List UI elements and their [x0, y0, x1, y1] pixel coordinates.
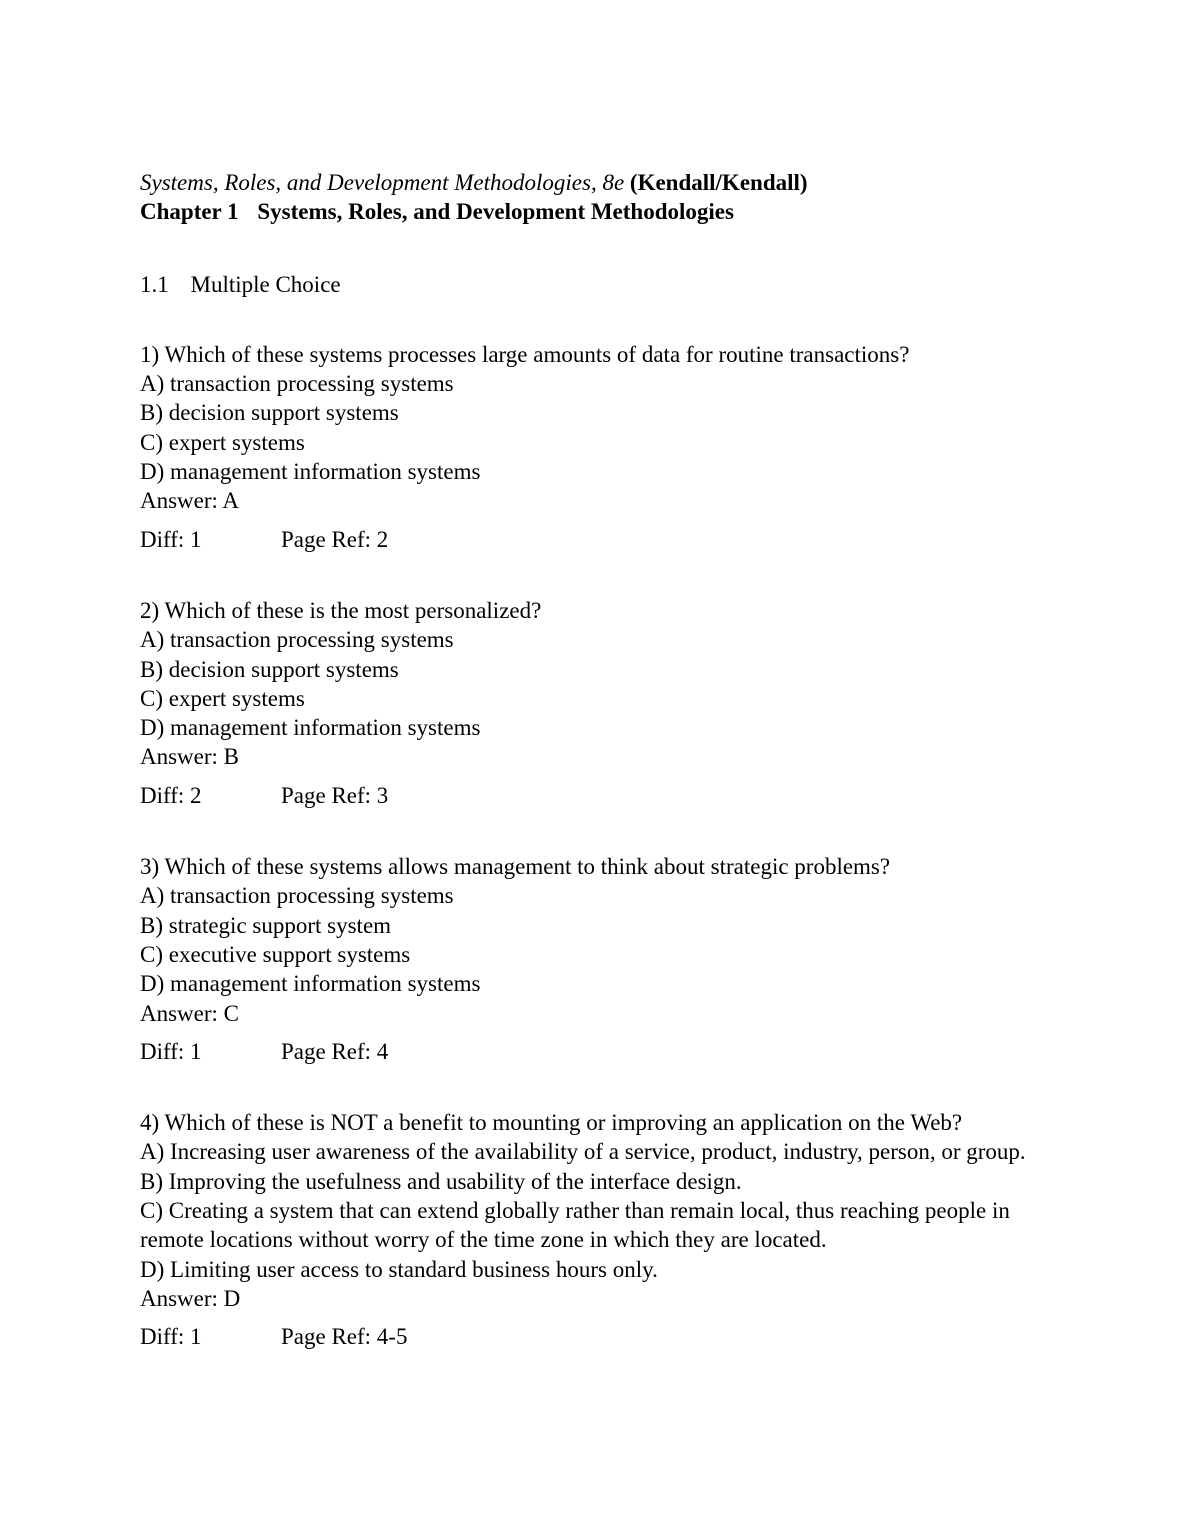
option-b: B) decision support systems — [140, 656, 399, 682]
section-title: Multiple Choice — [190, 271, 341, 297]
question-text: 1) Which of these systems processes large amounts of data for routine transactions? — [140, 341, 910, 367]
answer-line: Answer: A — [140, 488, 240, 514]
option-a: A) transaction processing systems — [140, 627, 454, 653]
difficulty: Diff: 1 — [140, 1038, 202, 1064]
difficulty: Diff: 1 — [140, 526, 202, 552]
option-d: D) management information systems — [140, 715, 481, 741]
question-item — [140, 340, 1100, 554]
option-a: A) transaction processing systems — [140, 883, 454, 909]
option-c: C) Creating a system that can extend globally rather than remain local, thus reaching people in — [140, 1198, 1010, 1224]
question-meta — [140, 1322, 1100, 1351]
question-item — [140, 1108, 1100, 1351]
section-heading — [140, 270, 1100, 299]
difficulty: Diff: 1 — [140, 1324, 202, 1350]
question-item — [140, 852, 1100, 1066]
question-meta — [140, 781, 1100, 810]
question-meta — [140, 1037, 1100, 1066]
chapter-title: Systems, Roles, and Development Methodologies — [257, 199, 734, 225]
option-a: A) Increasing user awareness of the availability of a service, product, industry, person, or group. — [140, 1139, 1026, 1165]
page-reference: Page Ref: 3 — [281, 782, 389, 808]
answer-line: Answer: B — [140, 744, 240, 770]
page-reference: Page Ref: 4 — [281, 1038, 389, 1064]
option-c: C) expert systems — [140, 429, 305, 455]
option-b: B) strategic support system — [140, 912, 392, 938]
question-meta — [140, 525, 1100, 554]
difficulty: Diff: 2 — [140, 782, 202, 808]
book-title: Systems, Roles, and Development Methodologies, 8e — [140, 170, 625, 195]
question-item — [140, 596, 1100, 810]
answer-line: Answer: D — [140, 1285, 241, 1311]
option-c-continued: remote locations without worry of the time zone in which they are located. — [140, 1227, 827, 1253]
option-b: B) decision support systems — [140, 400, 399, 426]
option-d: D) management information systems — [140, 971, 481, 997]
page-reference: Page Ref: 4-5 — [281, 1324, 408, 1350]
option-a: A) transaction processing systems — [140, 371, 454, 397]
question-text: 3) Which of these systems allows management to think about strategic problems? — [140, 854, 891, 880]
chapter-heading — [140, 197, 1100, 226]
book-authors: (Kendall/Kendall) — [629, 170, 808, 195]
question-text: 4) Which of these is NOT a benefit to mounting or improving an application on the Web? — [140, 1110, 963, 1136]
option-c: C) expert systems — [140, 685, 305, 711]
book-header — [140, 168, 1100, 197]
option-b: B) Improving the usefulness and usability of the interface design. — [140, 1168, 742, 1194]
document-page — [140, 168, 1100, 1352]
answer-line: Answer: C — [140, 1000, 240, 1026]
section-number: 1.1 — [140, 271, 169, 297]
question-text: 2) Which of these is the most personalized? — [140, 597, 542, 623]
option-c: C) executive support systems — [140, 941, 411, 967]
page-reference: Page Ref: 2 — [281, 526, 389, 552]
option-d: D) management information systems — [140, 459, 481, 485]
chapter-number: Chapter 1 — [140, 199, 239, 225]
option-d: D) Limiting user access to standard business hours only. — [140, 1256, 658, 1282]
